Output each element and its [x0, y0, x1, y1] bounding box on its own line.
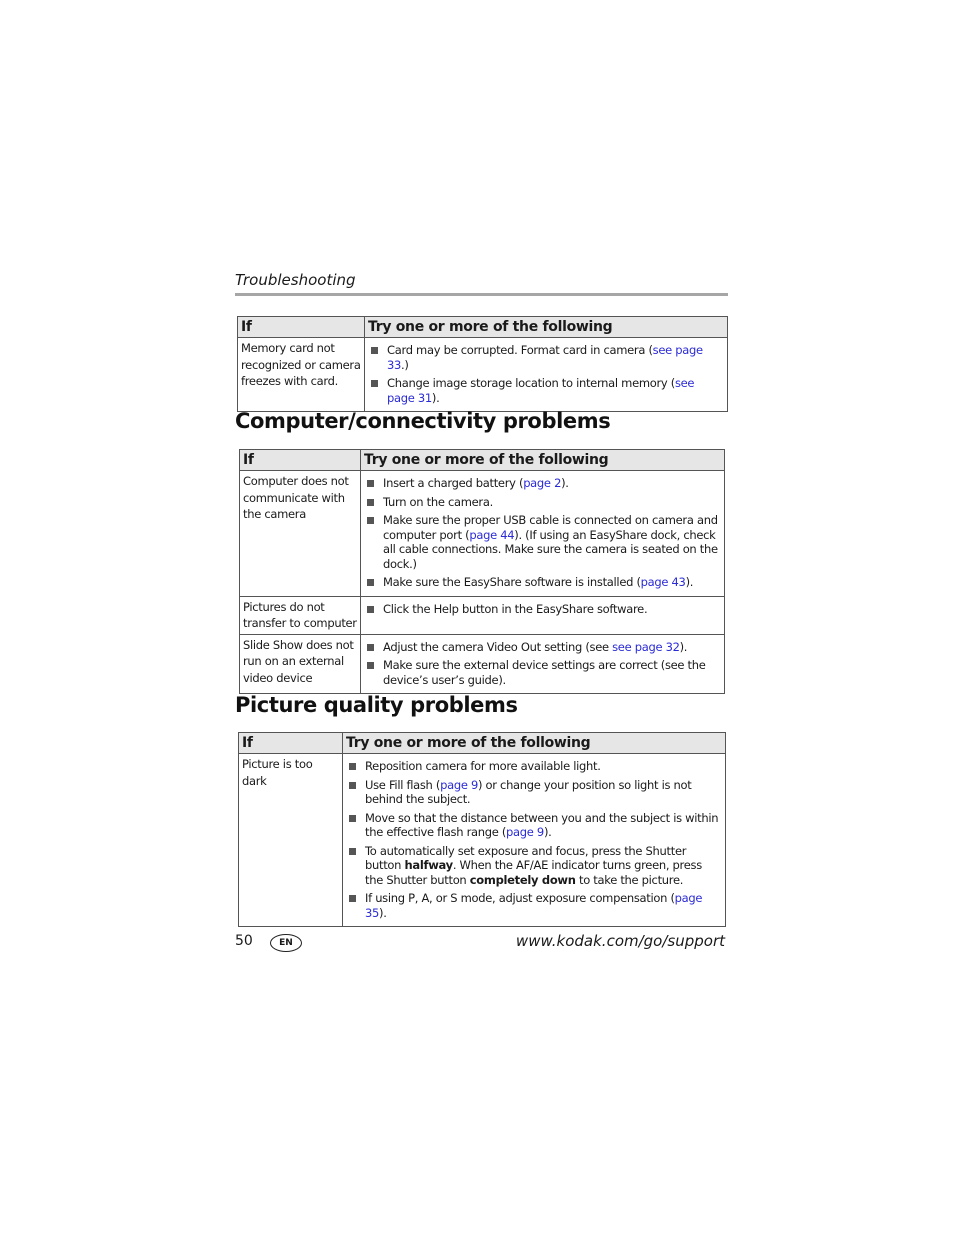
computer-table: [239, 449, 725, 694]
page-link[interactable]: page 44: [469, 527, 515, 542]
picture-table: [238, 732, 726, 927]
page-link[interactable]: page 35: [365, 891, 703, 920]
list-item: Click the Help button in the EasyShare software.: [364, 602, 721, 617]
list-item: Insert a charged battery (page 2).: [364, 476, 721, 491]
list-item: Turn on the camera.: [364, 495, 721, 510]
table-row: [240, 471, 725, 597]
list-item: Change image storage location to internal memory (see page 31).: [368, 376, 724, 405]
page-number: 50: [235, 933, 253, 949]
list-item: Adjust the camera Video Out setting (see see page 32).: [364, 640, 721, 655]
if-cell: Slide Show does not run on an external video device: [240, 634, 361, 694]
if-cell: Memory card not recognized or camera freezes with card.: [238, 338, 365, 412]
col-header-if: If: [239, 733, 343, 754]
list-item: Make sure the external device settings are correct (see the device’s user’s guide).: [364, 658, 721, 687]
page-link[interactable]: see page 32: [612, 639, 680, 654]
table-row: [238, 338, 728, 412]
try-cell: [365, 338, 728, 412]
try-cell: [361, 634, 725, 694]
page-link[interactable]: page 9: [440, 777, 478, 792]
if-cell: Computer does not communicate with the camera: [240, 471, 361, 597]
col-header-try: Try one or more of the following: [361, 450, 725, 471]
list-item: Make sure the proper USB cable is connected on camera and computer port (page 44). (If using an EasyShare dock, check all cable connections. Make sure the camera is seated on the dock.): [364, 513, 721, 571]
try-cell: [343, 754, 726, 927]
if-cell: Pictures do not transfer to computer: [240, 596, 361, 634]
try-cell: [361, 471, 725, 597]
running-head: Troubleshooting: [235, 271, 356, 289]
page-link[interactable]: page 43: [640, 575, 686, 589]
col-header-try: Try one or more of the following: [365, 317, 728, 338]
list-item: Card may be corrupted. Format card in camera (see page 33.): [368, 343, 724, 372]
list-item: To automatically set exposure and focus, press the Shutter button halfway. When the AF/AE indicator turns green, press the Shutter button completely down to take the picture.: [346, 844, 722, 888]
support-url[interactable]: www.kodak.com/go/support: [515, 932, 725, 950]
language-badge: EN: [270, 934, 302, 952]
page-link[interactable]: see page 31: [387, 376, 695, 405]
section-title-computer: Computer/connectivity problems: [235, 409, 611, 433]
table-row: [240, 596, 725, 634]
col-header-try: Try one or more of the following: [343, 733, 726, 754]
try-cell: [361, 596, 725, 634]
col-header-if: If: [238, 317, 365, 338]
page-link[interactable]: page 9: [506, 825, 544, 839]
section-title-picture: Picture quality problems: [235, 693, 518, 717]
page-link[interactable]: page 2: [523, 476, 562, 490]
table-row: [240, 634, 725, 694]
list-item: Reposition camera for more available light.: [346, 759, 722, 774]
col-header-if: If: [240, 450, 361, 471]
if-cell: Picture is too dark: [239, 754, 343, 927]
table-row: [239, 754, 726, 927]
list-item: If using P, A, or S mode, adjust exposure compensation (page 35).: [346, 891, 722, 920]
memory-card-table: [237, 316, 728, 412]
list-item: Make sure the EasyShare software is installed (page 43).: [364, 575, 721, 590]
header-rule: [235, 293, 728, 296]
list-item: Use Fill flash (page 9) or change your position so light is not behind the subject.: [346, 778, 722, 807]
page-link[interactable]: see page 33: [387, 343, 703, 372]
list-item: Move so that the distance between you and the subject is within the effective flash range (page 9).: [346, 811, 722, 840]
